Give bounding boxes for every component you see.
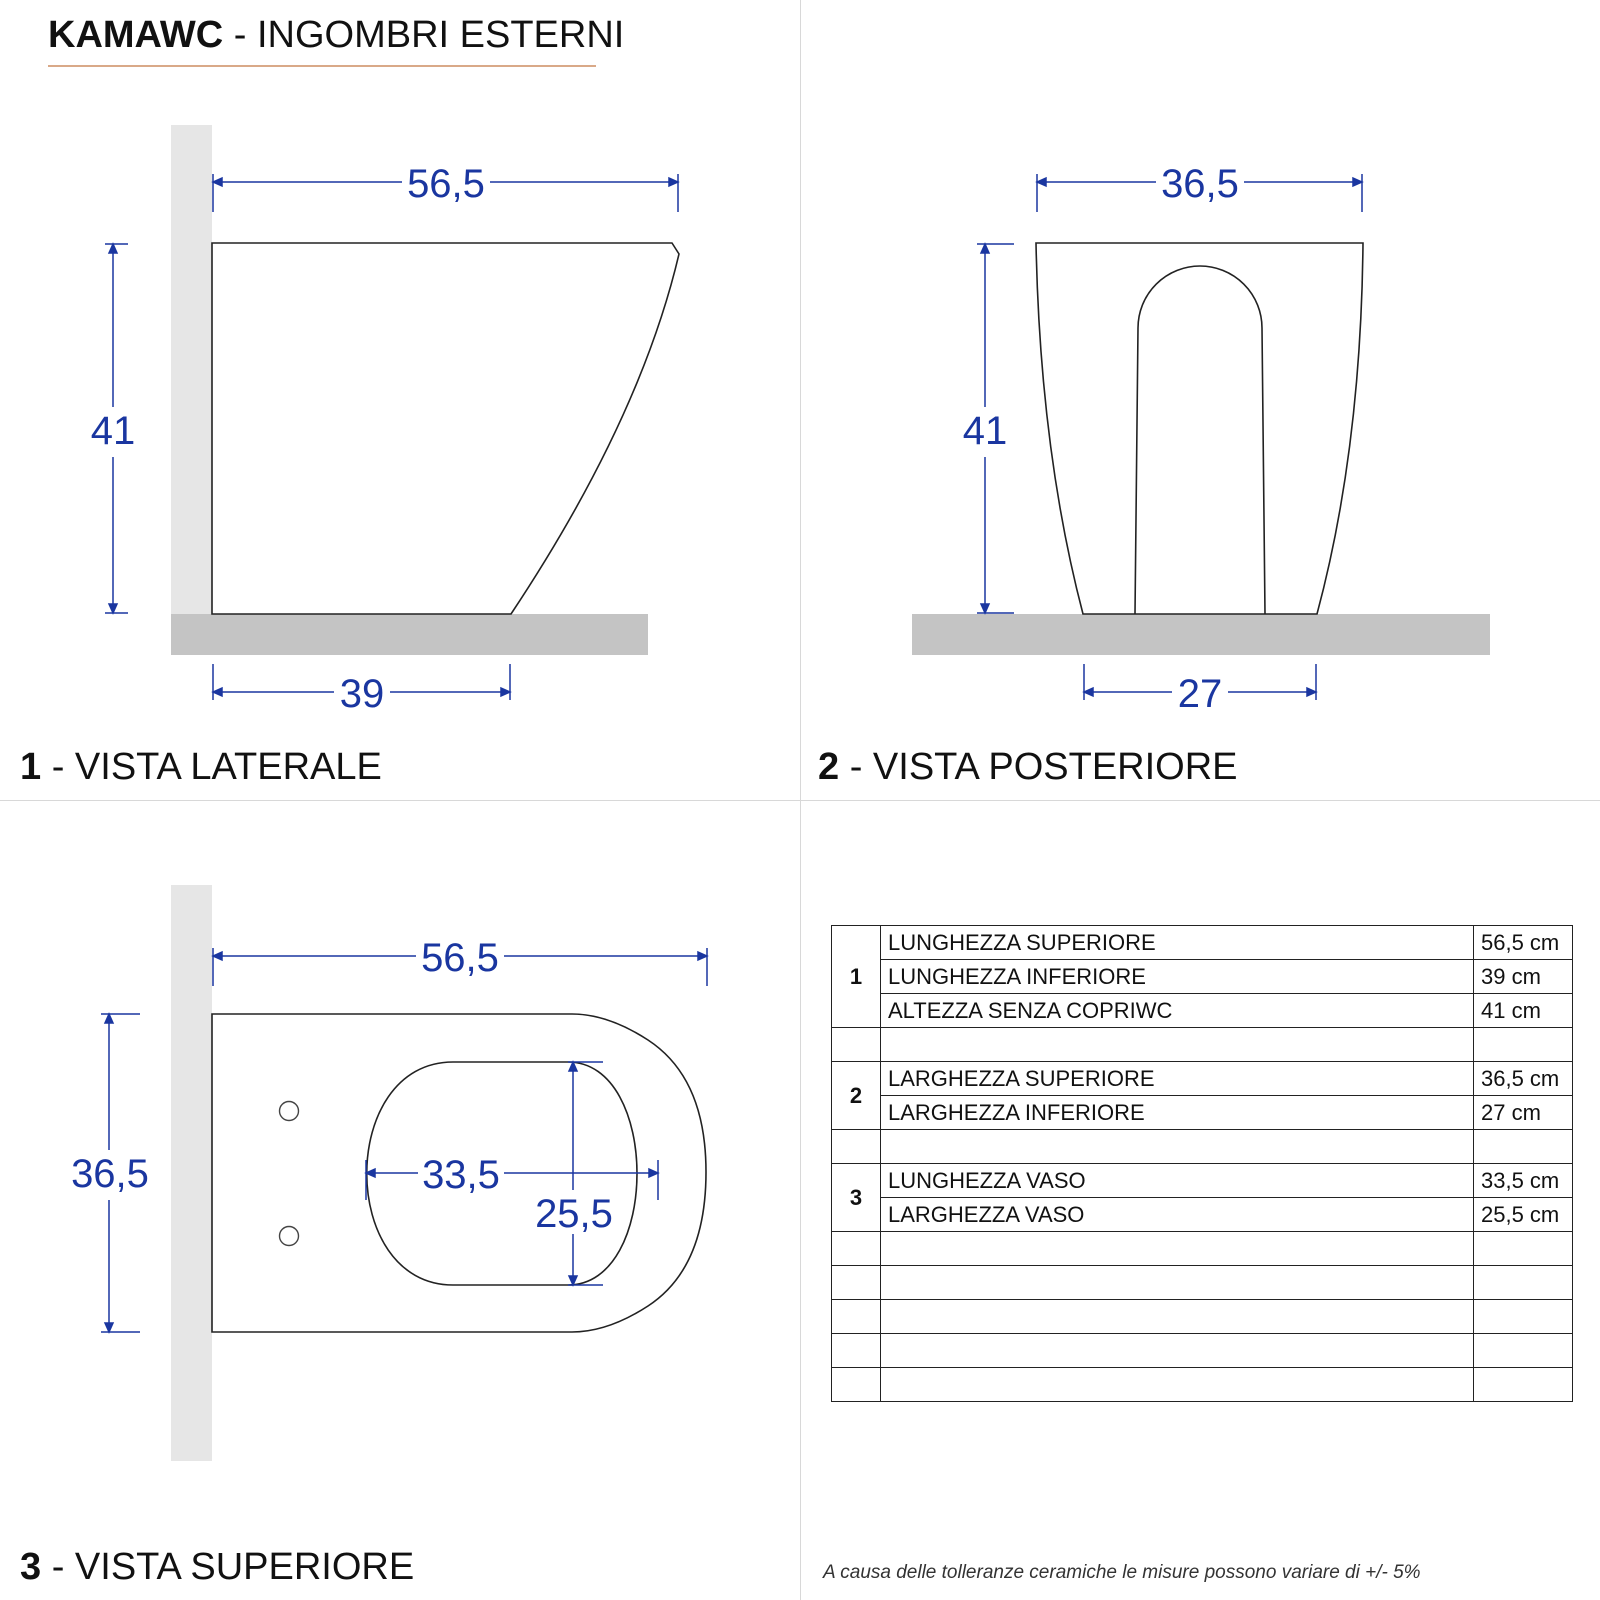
- dimensions-table: [831, 925, 1573, 1402]
- table-row-empty: [832, 1368, 1573, 1402]
- table-cell-value: 25,5 cm: [1474, 1198, 1573, 1232]
- table-cell-value: 36,5 cm: [1474, 1062, 1573, 1096]
- rear-toilet-outline: [1036, 243, 1363, 614]
- table-row: [832, 994, 1573, 1028]
- table-row: [832, 1062, 1573, 1096]
- side-view: [88, 125, 679, 716]
- table-cell-label: LARGHEZZA INFERIORE: [881, 1096, 1474, 1130]
- table-cell-value: 33,5 cm: [1474, 1164, 1573, 1198]
- side-toilet-outline: [212, 243, 679, 614]
- group-2-number: 2: [832, 1062, 881, 1130]
- table-cell-label: LARGHEZZA VASO: [881, 1198, 1474, 1232]
- table-row-empty: [832, 1334, 1573, 1368]
- side-top-length-label: 56,5: [407, 162, 485, 206]
- table-cell-value: 39 cm: [1474, 960, 1573, 994]
- view-1-label: [20, 746, 382, 789]
- side-floor: [171, 614, 648, 655]
- table-row: [832, 960, 1573, 994]
- view-2-title: - VISTA POSTERIORE: [849, 746, 1238, 788]
- top-view: [70, 885, 707, 1461]
- table-cell-value: 27 cm: [1474, 1096, 1573, 1130]
- view-3-title: - VISTA SUPERIORE: [51, 1546, 415, 1588]
- side-height-label: 41: [90, 409, 136, 453]
- table-cell-label: ALTEZZA SENZA COPRIWC: [881, 994, 1474, 1028]
- rear-bottom-width-label: 27: [1177, 672, 1223, 716]
- rear-view: [912, 160, 1490, 716]
- table-row: [832, 1198, 1573, 1232]
- view-2-label: [818, 746, 1238, 789]
- table-cell-value: 56,5 cm: [1474, 926, 1573, 960]
- top-wall: [171, 885, 212, 1461]
- view-3-label: [20, 1546, 414, 1589]
- table-row-empty: [832, 1300, 1573, 1334]
- table-row: [832, 1096, 1573, 1130]
- view-2-number: 2: [818, 746, 840, 788]
- table-cell-label: LARGHEZZA SUPERIORE: [881, 1062, 1474, 1096]
- tolerance-footnote: A causa delle tolleranze ceramiche le misure possono variare di +/- 5%: [823, 1562, 1421, 1583]
- view-1-title: - VISTA LATERALE: [51, 746, 382, 788]
- table-row-empty: [832, 1232, 1573, 1266]
- bowl-width-label: 25,5: [535, 1192, 613, 1236]
- table-cell-label: LUNGHEZZA SUPERIORE: [881, 926, 1474, 960]
- side-bottom-length-label: 39: [339, 672, 385, 716]
- rear-floor: [912, 614, 1490, 655]
- top-length-label: 56,5: [421, 936, 499, 980]
- rear-height-label: 41: [962, 409, 1008, 453]
- view-3-number: 3: [20, 1546, 42, 1588]
- table-row-empty: [832, 1130, 1573, 1164]
- table-cell-label: LUNGHEZZA VASO: [881, 1164, 1474, 1198]
- table-cell-value: 41 cm: [1474, 994, 1573, 1028]
- top-width-label: 36,5: [71, 1152, 149, 1196]
- table-cell-label: LUNGHEZZA INFERIORE: [881, 960, 1474, 994]
- table-row: [832, 1164, 1573, 1198]
- page-subtitle: - INGOMBRI ESTERNI: [233, 14, 625, 56]
- bowl-length-label: 33,5: [422, 1153, 500, 1197]
- table-row-empty: [832, 1266, 1573, 1300]
- table-row-empty: [832, 1028, 1573, 1062]
- view-1-number: 1: [20, 746, 42, 788]
- group-1-number: 1: [832, 926, 881, 1028]
- table-row: [832, 926, 1573, 960]
- group-3-number: 3: [832, 1164, 881, 1232]
- side-wall: [171, 125, 212, 655]
- brand-name: KAMAWC: [48, 14, 224, 56]
- rear-top-width-label: 36,5: [1161, 162, 1239, 206]
